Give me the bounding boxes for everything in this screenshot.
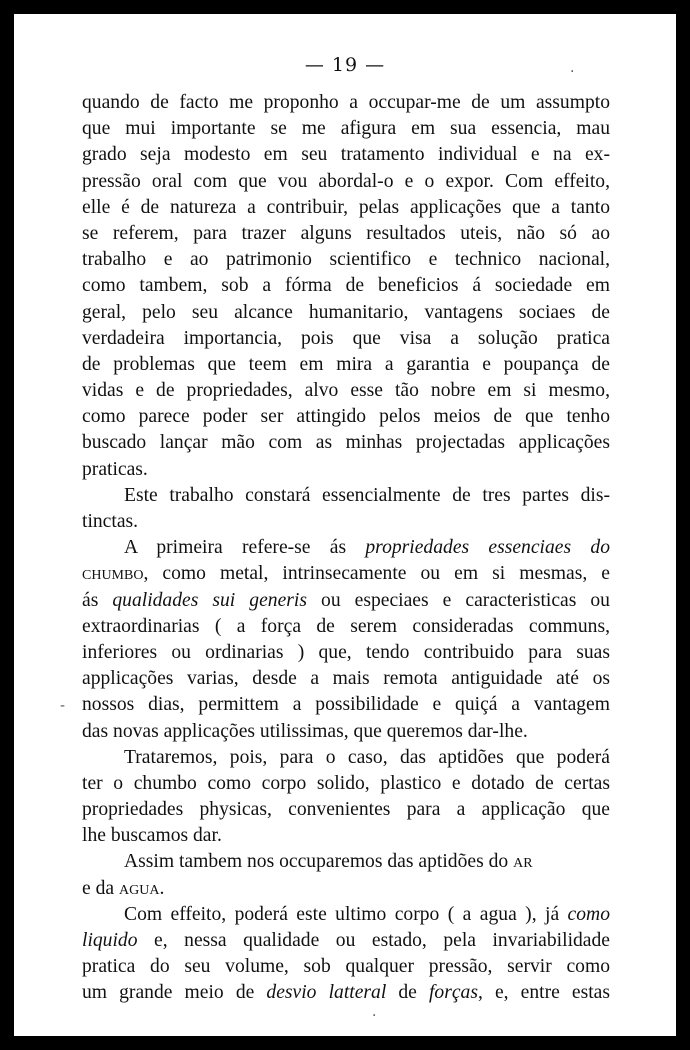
text-line: propriedades physicas, convenientes para a applicação que — [82, 799, 610, 821]
text-line — [82, 876, 610, 902]
text-line: inferiores ou ordinarias ) que, tendo contribuido para suas — [82, 641, 610, 663]
text-line: elle é de natureza a contribuir, pelas applicações que a tanto — [82, 196, 610, 218]
text-run: ás — [82, 589, 113, 611]
text-line: grado seja modesto em seu tratamento individual e na ex- — [82, 144, 610, 166]
book-page — [14, 14, 676, 1036]
text-run: um grande meio de — [82, 982, 267, 1004]
text-line: vidas e de propriedades, alvo esse tão nobre em si mesmo, — [82, 380, 610, 402]
text-line: verdadeira importancia, pois que visa a solução pratica — [82, 327, 610, 349]
paragraph — [82, 535, 610, 745]
text-line: trabalho e ao patrimonio scientifico e technico nacional, — [82, 249, 610, 271]
text-line — [82, 588, 610, 614]
text-line: Este trabalho constará essencialmente de tres partes dis- — [124, 484, 610, 506]
italic-phrase: qualidades sui generis — [112, 589, 307, 611]
text-line: quando de facto me proponho a occupar-me de um assumpto — [82, 92, 610, 113]
text-line: que mui importante se me afigura em sua essencia, mau — [82, 118, 610, 140]
italic-phrase: como — [567, 903, 610, 925]
text-line — [82, 928, 610, 954]
text-line: das novas applicações utilissimas, que queremos dar-lhe. — [82, 720, 528, 742]
italic-phrase: propriedades essenciaes do — [365, 537, 610, 559]
italic-phrase: forças — [428, 982, 478, 1004]
text-line: ter o chumbo como corpo solido, plastico e dotado de certas — [82, 772, 610, 794]
text-line: lhe buscamos dar. — [82, 825, 222, 847]
speck-mark: - — [60, 698, 66, 714]
paragraph — [82, 902, 610, 1007]
text-line: pressão oral com que vou abordal-o e o expor. Com effeito, — [82, 170, 610, 192]
paragraph — [82, 90, 610, 483]
text-line — [82, 980, 610, 1006]
text-run: , e, entre estas — [477, 982, 610, 1004]
speck-mark: . — [570, 60, 575, 76]
text-line: tinctas. — [82, 511, 139, 532]
text-line: pratica do seu volume, sob qualquer pressão, servir como — [82, 956, 610, 978]
text-line: se referem, para trazer alguns resultados uteis, não só ao — [82, 222, 610, 244]
text-run: e, nessa qualidade ou estado, pela invariabilidade — [137, 930, 610, 951]
italic-phrase: liquido — [82, 930, 138, 951]
text-run: Com effeito, poderá este ultimo corpo ( a agua ), já — [124, 903, 568, 925]
italic-phrase: desvio latteral — [266, 982, 387, 1004]
text-line: extraordinarias ( a força de serem consideradas communs, — [82, 615, 610, 637]
small-caps-word: ar — [513, 851, 533, 873]
page-number: — 19 — — [304, 54, 386, 76]
text-line — [82, 535, 610, 561]
paragraph — [82, 849, 610, 901]
paragraph — [82, 483, 610, 535]
text-line: applicações varias, desde a mais remota antiguidade até os — [82, 668, 610, 690]
text-line: nossos dias, permittem a possibilidade e quiçá a vantagem — [82, 694, 610, 716]
text-line: como parece poder ser attingido pelos meios de que tenho — [82, 406, 610, 428]
text-line — [82, 849, 610, 875]
text-line: geral, pelo seu alcance humanitario, vantagens sociaes de — [82, 301, 610, 323]
speck-mark: . — [372, 1004, 377, 1020]
text-run: , como metal, intrinsecamente ou em si mesmas, e — [143, 563, 610, 585]
text-line — [82, 561, 610, 587]
text-run: . — [159, 877, 165, 899]
paragraph — [82, 745, 610, 850]
text-line — [82, 902, 610, 928]
text-run: e da — [82, 877, 119, 899]
text-run: de — [386, 982, 429, 1004]
text-run: ou especiaes e caracteristicas ou — [306, 589, 610, 611]
text-line: buscado lançar mão com as minhas projectadas applicações — [82, 432, 610, 454]
text-line: como tambem, sob a fórma de beneficios á sociedade em — [82, 275, 610, 297]
text-line: de problemas que teem em mira a garantia e poupança de — [82, 353, 610, 375]
body-text — [82, 90, 610, 1007]
small-caps-word: agua — [119, 877, 160, 899]
text-run: Assim tambem nos occuparemos das aptidões do — [124, 851, 514, 873]
text-run: A primeira refere-se ás — [124, 537, 366, 559]
text-line: praticas. — [82, 458, 148, 480]
small-caps-word: chumbo — [82, 563, 144, 585]
text-line: Trataremos, pois, para o caso, das aptidões que poderá — [124, 746, 610, 768]
